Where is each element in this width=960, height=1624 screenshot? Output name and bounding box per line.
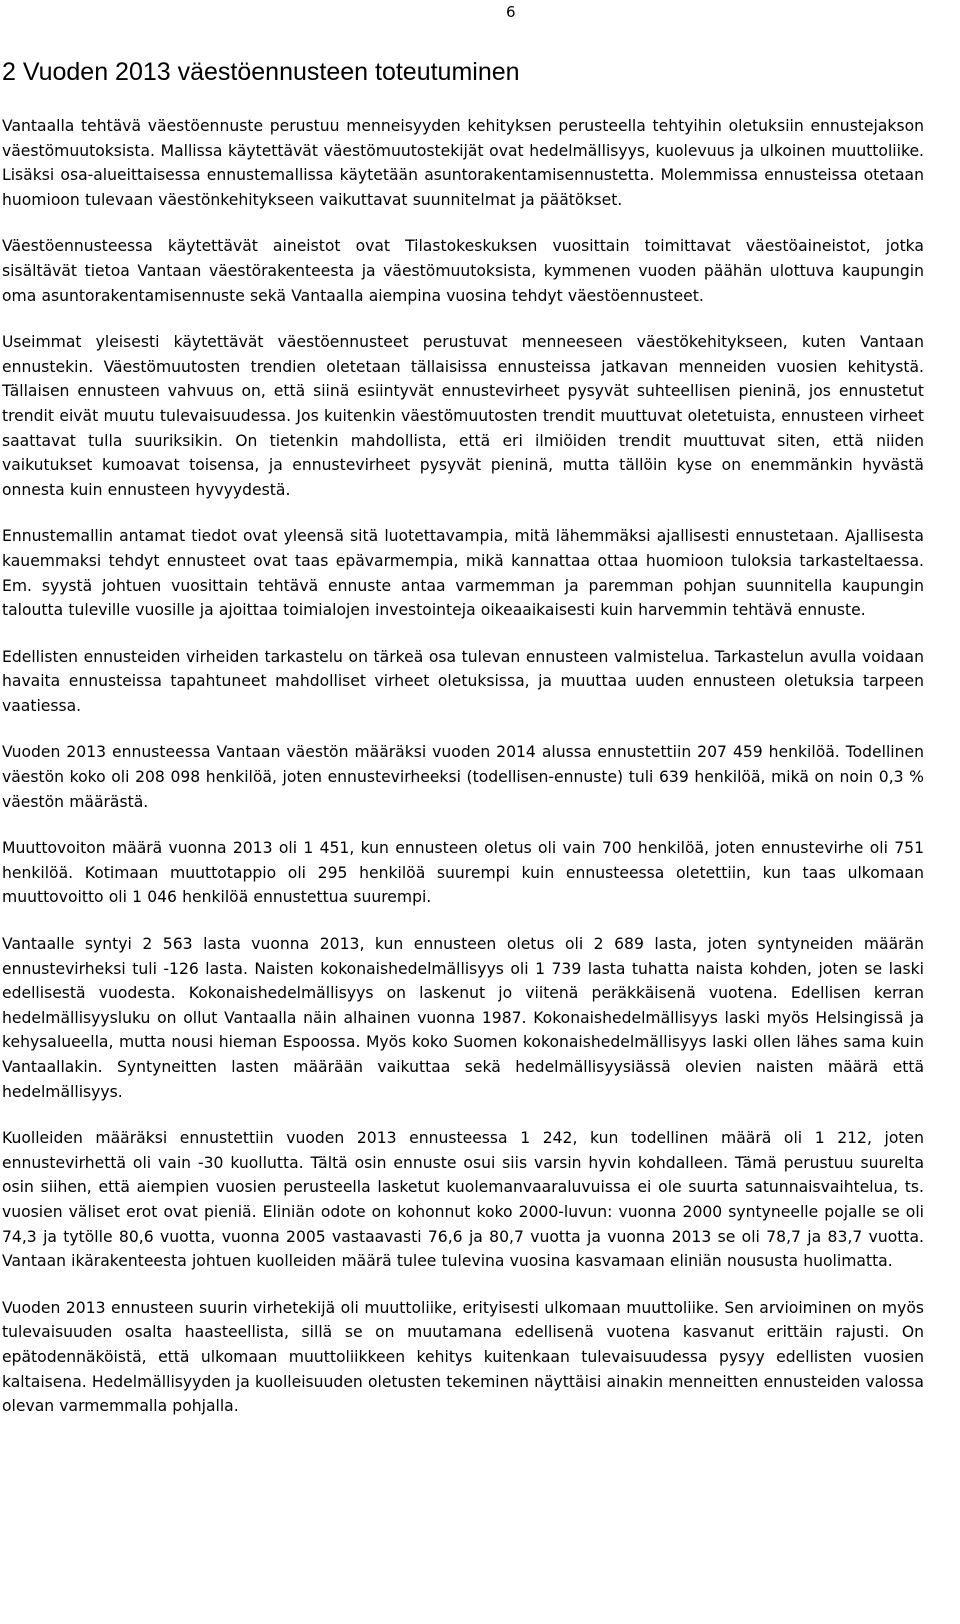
paragraph-reliability: Ennustemallin antamat tiedot ovat yleensä sitä luotettavampia, mitä lähemmäksi ajallisesti ennustetaan. Ajallisesta kauemmaksi tehdyt ennusteet ovat taas epävarmempia, mikä kannattaa ottaa huomioon tuloksia tarkasteltaessa. Em. syystä johtuen vuosittain tehtävä ennuste antaa varmemman ja paremman pohjan suunnitella kaupungin taloutta tuleville vuosille ja ajoittaa toimialojen investointeja oikeaaikaisesti kuin harvemmin tehtävä ennuste.	[2, 527, 924, 620]
page-number: 6	[506, 3, 516, 21]
paragraph-largest-error: Vuoden 2013 ennusteen suurin virhetekijä oli muuttoliike, erityisesti ulkomaan muuttoliike. Sen arvioiminen on myös tulevaisuuden osalta haasteellista, sillä se on muutamana edellisenä vuotena kasvanut erittäin rajusti. On epätodennäköistä, että ulkomaan muuttoliikkeen kehitys kuitenkaan tulevaisuudessa pysyy edellisten vuosien kaltaisena. Hedelmällisyyden ja kuolleisuuden oletusten tekeminen näyttäisi ainakin menneitten ennusteiden valossa olevan varmemmalla pohjalla.	[2, 1298, 924, 1416]
section-heading: 2 Vuoden 2013 väestöennusteen toteutuminen	[2, 58, 520, 86]
paragraph-migration: Muuttovoiton määrä vuonna 2013 oli 1 451, kun ennusteen oletus oli vain 700 henkilöä, joten ennustevirhe oli 751 henkilöä. Kotimaan muuttotappio oli 295 henkilöä suurempi kuin ennusteessa oletettiin, kun taas ulkomaan muuttovoitto oli 1 046 henkilöä ennustettua suurempi.	[2, 839, 924, 907]
paragraph-error-review: Edellisten ennusteiden virheiden tarkastelu on tärkeä osa tulevan ennusteen valmistelua. Tarkastelun avulla voidaan havaita ennusteissa tapahtuneet mahdolliset virheet oletuksissa, ja muuttaa uuden ennusteen oletuksia tarpeen vaatiessa.	[2, 647, 924, 715]
paragraph-population-error: Vuoden 2013 ennusteessa Vantaan väestön määräksi vuoden 2014 alussa ennustettiin 207 459 henkilöä. Todellinen väestön koko oli 208 098 henkilöä, joten ennustevirheeksi (todellisen-ennuste) tuli 639 henkilöä, mikä on noin 0,3 % väestön määrästä.	[2, 743, 924, 811]
paragraph-deaths: Kuolleiden määräksi ennustettiin vuoden 2013 ennusteessa 1 242, kun todellinen määrä oli 1 212, joten ennustevirhettä oli vain -30 kuollutta. Tältä osin ennuste osui siis varsin hyvin kohdalleen. Tämä perustuu suurelta osin siihen, että aiempien vuosien perusteella lasketut kuolemanvaaraluvuissa ei ole suurta satunnaisvaihtelua, ts. vuosien väliset erot ovat pieniä. Eliniän odote on kohonnut koko 2000-luvun: vuonna 2000 syntyneelle pojalle se oli 74,3 ja tytölle 80,6 vuotta, vuonna 2005 vastaavasti 76,6 ja 80,7 vuotta ja vuonna 2013 se oli 78,7 ja 83,7 vuotta. Vantaan ikärakenteesta johtuen kuolleiden määrä tulee tulevina vuosina kasvamaan eliniän noususta huolimatta.	[2, 1129, 924, 1271]
body-text	[2, 114, 924, 1441]
paragraph-forecast-basis: Vantaalla tehtävä väestöennuste perustuu menneisyyden kehityksen perusteella tehtyihin oletuksiin ennustejakson väestömuutoksista. Mallissa käytettävät väestömuutostekijät ovat hedelmällisyys, kuolevuus ja ulkoinen muuttoliike. Lisäksi osa-alueittaisessa ennustemallissa käytetään asuntorakentamisennustetta. Molemmissa ennusteissa otetaan huomioon tulevaan väestönkehitykseen vaikuttavat suunnitelmat ja päätökset.	[2, 117, 924, 209]
paragraph-data-sources: Väestöennusteessa käytettävät aineistot ovat Tilastokeskuksen vuosittain toimittavat väestöaineistot, jotka sisältävät tietoa Vantaan väestörakenteesta ja väestömuutoksista, kymmenen vuoden päähän ulottuva kaupungin oma asuntorakentamisennuste sekä Vantaalla aiempina vuosina tehdyt väestöennusteet.	[2, 237, 924, 305]
paragraph-births: Vantaalle syntyi 2 563 lasta vuonna 2013, kun ennusteen oletus oli 2 689 lasta, joten syntyneiden määrän ennustevirheksi tuli -126 lasta. Naisten kokonaishedelmällisyys oli 1 739 lasta tuhatta naista kohden, joten se laski edellisestä vuodesta. Kokonaishedelmällisyys on laskenut jo viitenä peräkkäisenä vuotena. Edellisen kerran hedelmällisyysluku on ollut Vantaalla näin alhainen vuonna 1987. Kokonaishedelmällisyys laski myös Helsingissä ja kehysalueella, mutta nousi hieman Espoossa. Myös koko Suomen kokonaishedelmällisyys laski ollen lähes sama kuin Vantaallakin. Syntyneitten lasten määrään vaikuttaa sekä hedelmällisyysiässä olevien naisten määrä että hedelmällisyys.	[2, 935, 924, 1101]
paragraph-trend-assumptions: Useimmat yleisesti käytettävät väestöennusteet perustuvat menneeseen väestökehitykseen, kuten Vantaan ennustekin. Väestömuutosten trendien oletetaan tällaisissa ennusteissa jatkavan menneiden vuosien kehitystä. Tällaisen ennusteen vahvuus on, että siinä esiintyvät ennustevirheet pysyvät suhteellisen pieninä, jos ennustetut trendit eivät muutu tulevaisuudessa. Jos kuitenkin väestömuutosten trendit muuttuvat oletetuista, ennusteen virheet saattavat tulla suuriksikin. On tietenkin mahdollista, että eri ilmiöiden trendit muuttuvat siten, että niiden vaikutukset kumoavat toisensa, ja ennustevirheet pysyvät pieninä, mutta tällöin kyse on enemmänkin hyvästä onnesta kuin ennusteen hyvyydestä.	[2, 333, 924, 499]
